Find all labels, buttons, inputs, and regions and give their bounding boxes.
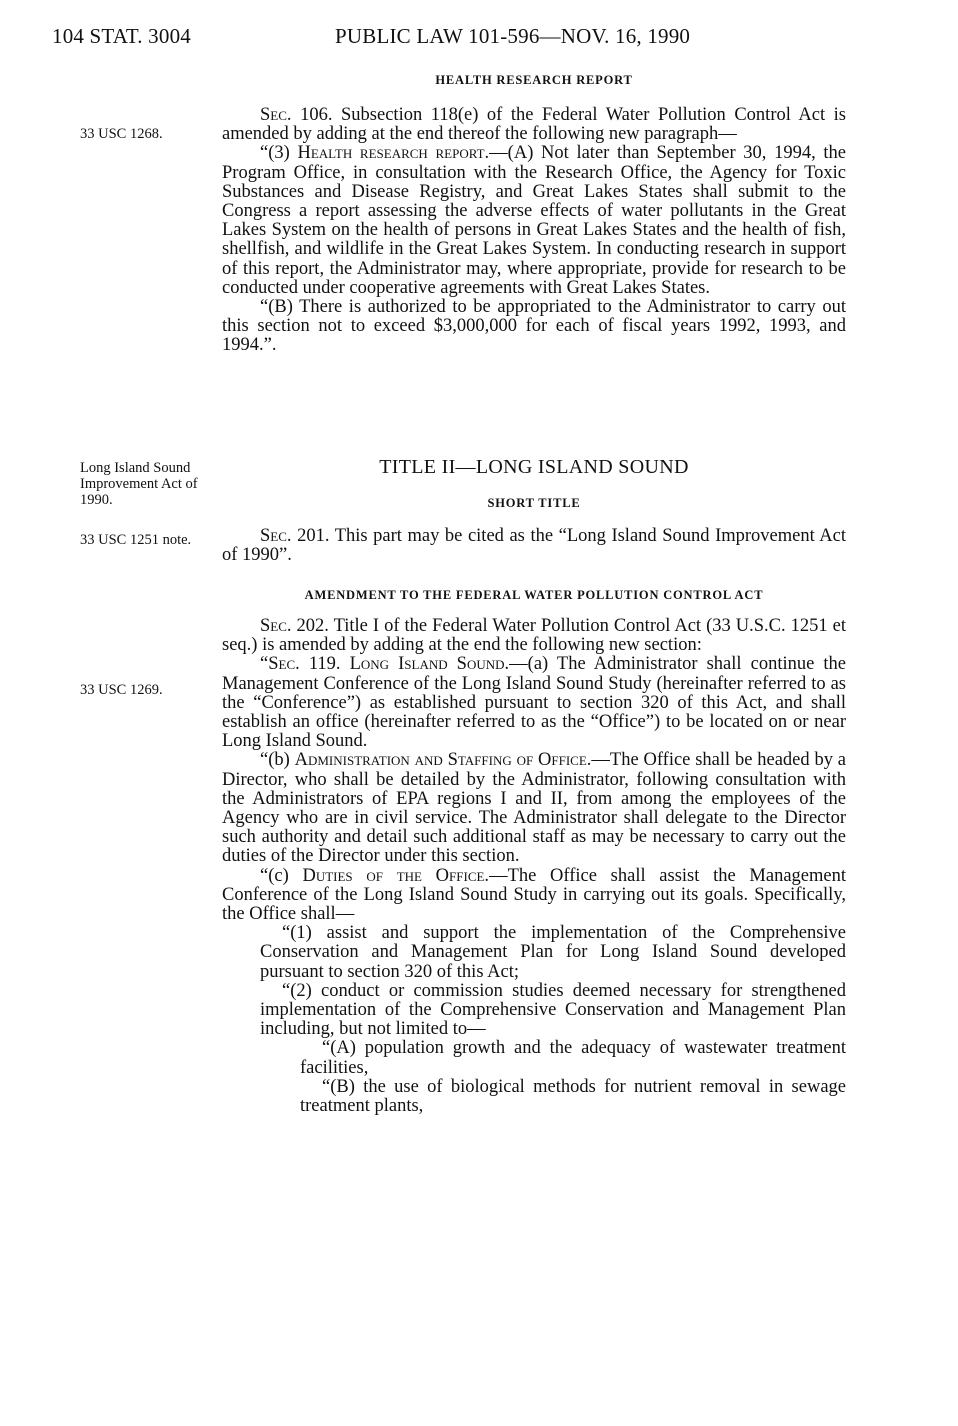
section-heading-health-research: HEALTH RESEARCH REPORT xyxy=(435,73,633,87)
sec-119-open: “ xyxy=(260,654,269,675)
subparagraph-b: “(B) the use of biological methods for nutrient removal in sewage treatment plants, xyxy=(300,1076,846,1117)
paragraph-b: “(B) There is authorized to be appropriated to the Administrator to carry out this section not to exceed $3,000,000 for each of fiscal years 1992, 1993, and 1994.”. xyxy=(222,297,846,356)
sec-106-text: 106. Subsection 118(e) of the Federal Water Pollution Control Act is amended by adding at the end thereof the following new paragraph— xyxy=(222,105,846,145)
page-citation: 104 STAT. 3004 xyxy=(52,24,191,48)
margin-note-usc-1251: 33 USC 1251 note. xyxy=(80,532,192,548)
section-201-block xyxy=(222,527,846,565)
paragraph-3 xyxy=(222,144,846,298)
sec-label: Sec. xyxy=(260,526,292,546)
sec-119-paragraph xyxy=(222,655,846,751)
section-heading-amendment: AMENDMENT TO THE FEDERAL WATER POLLUTION CONTROL ACT xyxy=(304,588,764,602)
sec-label: Sec. xyxy=(260,105,292,125)
sec-201-paragraph xyxy=(222,527,846,565)
section-heading-short-title: SHORT TITLE xyxy=(487,496,581,510)
subsection-c-heading: Duties of the Office. xyxy=(302,865,490,886)
subsection-b xyxy=(222,751,846,866)
sec-119-title: Long Island Sound. xyxy=(349,654,510,675)
subsection-c-open: “(c) xyxy=(260,865,303,886)
paragraph-c1: “(1) assist and support the implementation of the Comprehensive Conservation and Management Plan for Long Island Sound developed pursuant to section 320 of this Act; xyxy=(260,923,846,982)
subsection-c xyxy=(222,867,846,925)
section-202-block xyxy=(222,617,846,1116)
subsection-b-open: “(b) xyxy=(260,750,295,771)
subsection-c-text: —The Office shall assist the Management Conference of the Long Island Sound Study in carrying out its goals. Specifically, the Office shall— xyxy=(222,865,846,925)
margin-note-usc-1268: 33 USC 1268. xyxy=(80,126,163,142)
running-head-title: PUBLIC LAW 101-596—NOV. 16, 1990 xyxy=(335,24,691,48)
margin-note-usc-1269: 33 USC 1269. xyxy=(80,682,163,698)
subparagraph-a: “(A) population growth and the adequacy of wastewater treatment facilities, xyxy=(300,1038,846,1078)
sec-119-text: —(a) The Administrator shall continue the Management Conference of the Long Island Sound Study (hereinafter referred to as the “Conference”) as established pursuant to section 320 of this Act, and shall establish an office (hereinafter referred to as the “Office”) to be located on or near Long Island Sound. xyxy=(222,654,846,752)
title-ii-heading: TITLE II—LONG ISLAND SOUND xyxy=(379,456,689,478)
margin-note-short-title: Long Island Sound Improvement Act of 1990. xyxy=(80,460,198,508)
section-106-block xyxy=(222,106,846,356)
paragraph-c2: “(2) conduct or commission studies deemed necessary for strengthened implementation of the Comprehensive Conservation and Management Plan including, but not limited to— xyxy=(260,980,846,1040)
subsection-b-text: —The Office shall be headed by a Director, who shall be detailed by the Administrator, following consultation with the Administrators of EPA regions I and II, from among the employees of the Agency who are in civil service. The Administrator shall delegate to the Director such authority and detail such additional staff as may be necessary to carry out the duties of the Director under this section. xyxy=(222,750,846,867)
sec-119-number: 119. xyxy=(299,654,350,675)
sec-202-text: 202. Title I of the Federal Water Pollution Control Act (33 U.S.C. 1251 et seq.) is amended by adding at the end the following new section: xyxy=(222,616,847,656)
sec-label: Sec. xyxy=(260,616,292,636)
sec-106-paragraph xyxy=(222,106,846,144)
paragraph-3-heading: Health research report. xyxy=(297,143,490,164)
sec-202-paragraph xyxy=(222,617,846,655)
paragraph-3-open: “(3) xyxy=(260,143,298,164)
sec-label: Sec. xyxy=(268,654,300,675)
subsection-b-heading: Administration and Staffing of Office. xyxy=(294,750,592,771)
sec-201-text: 201. This part may be cited as the “Long Island Sound Improvement Act of 1990”. xyxy=(222,526,847,566)
paragraph-3-text: —(A) Not later than September 30, 1994, the Program Office, in consultation with the Research Office, the Agency for Toxic Substances and Disease Registry, and Great Lakes States shall submit to the Congress a report assessing the adverse effects of water pollutants in the Great Lakes System on the health of persons in Great Lakes States and the health of fish, shellfish, and wildlife in the Great Lakes System. In conducting research in support of this report, the Administrator may, where appropriate, provide for research to be conducted under cooperative agreements with Great Lakes States. xyxy=(222,143,846,298)
